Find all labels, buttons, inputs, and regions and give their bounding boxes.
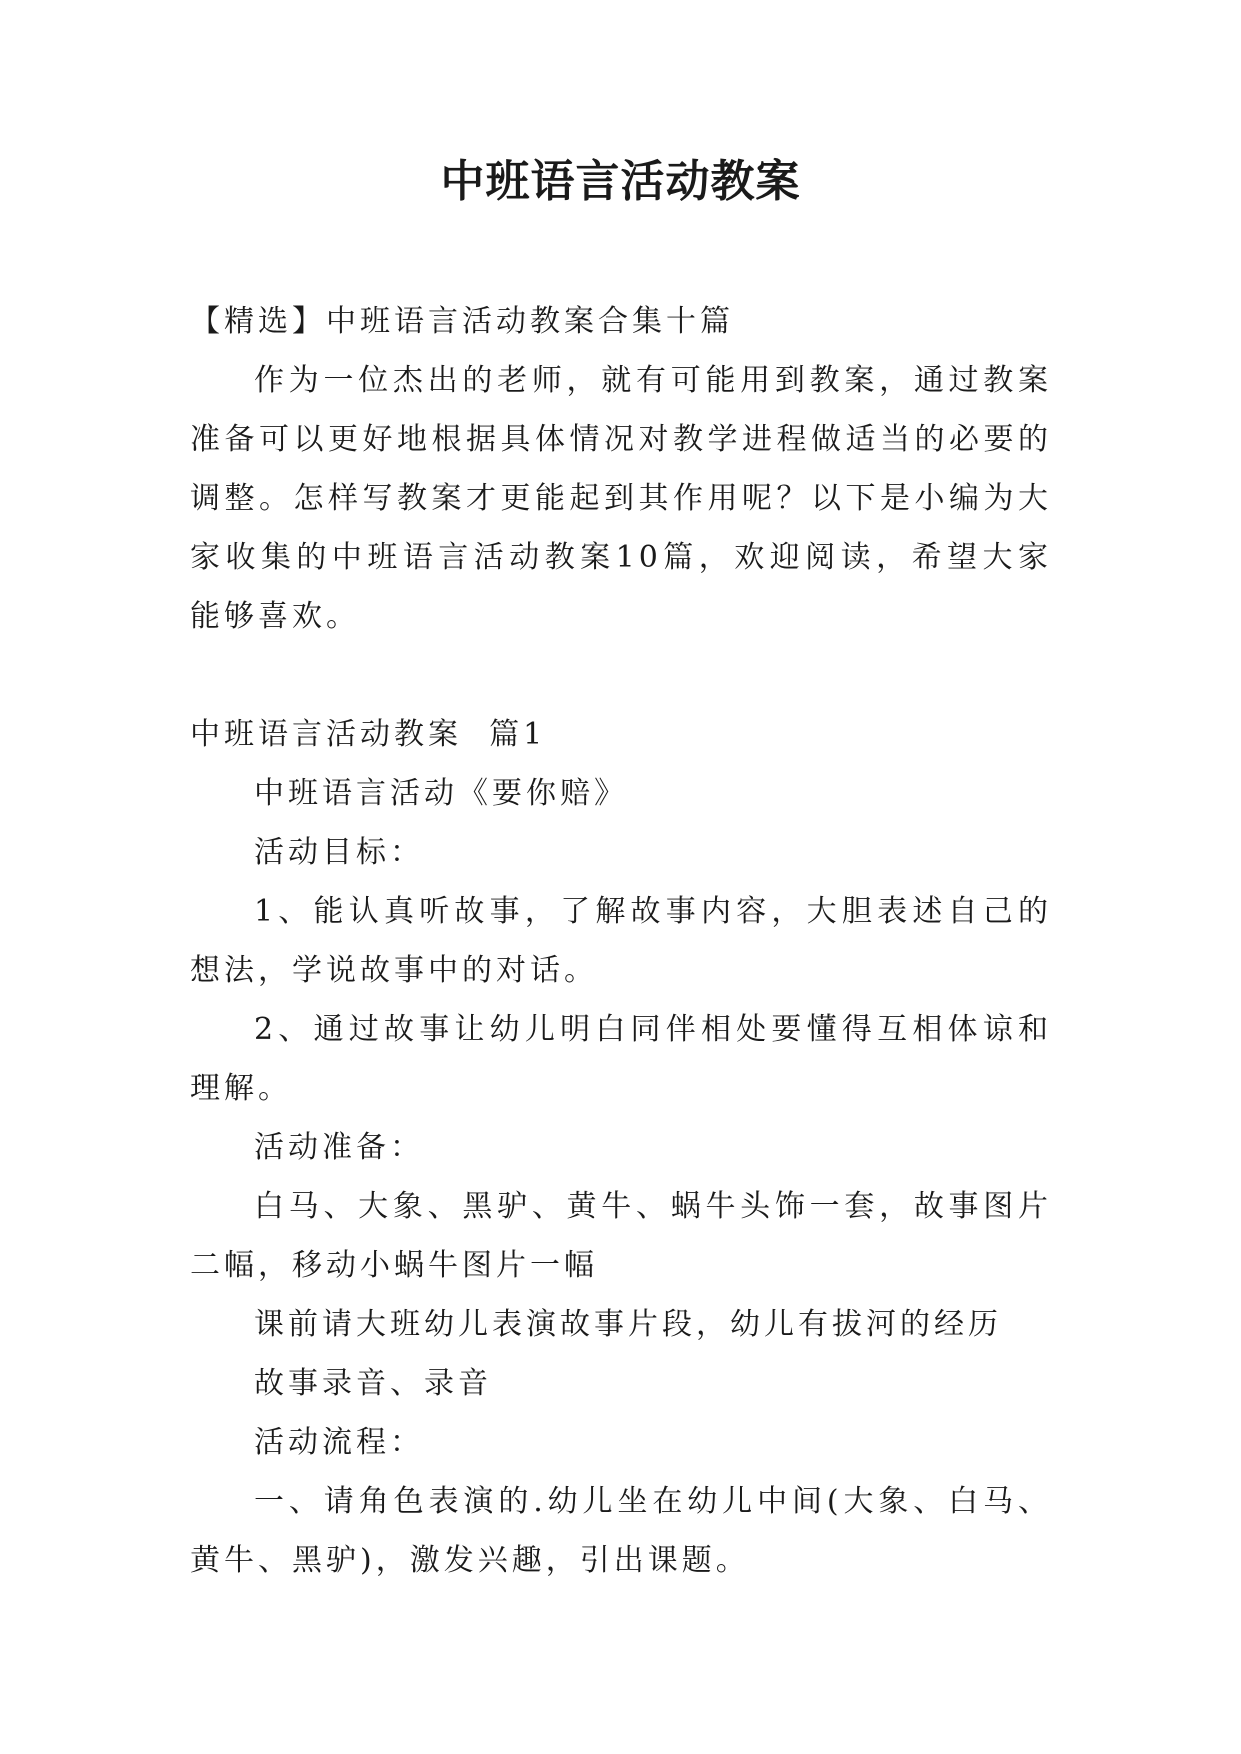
objective-item: 1、能认真听故事，了解故事内容，大胆表述自己的想法，学说故事中的对话。 xyxy=(190,894,1052,988)
collection-subtitle: 【精选】中班语言活动教案合集十篇 xyxy=(190,304,734,339)
document-body xyxy=(190,292,1052,1590)
preparation-item: 故事录音、录音 xyxy=(254,1366,492,1401)
document-title: 中班语言活动教案 xyxy=(440,156,801,207)
lesson-title: 中班语言活动《要你赔》 xyxy=(254,776,628,811)
preparation-heading: 活动准备： xyxy=(254,1130,424,1165)
objective-item: 2、通过故事让幼儿明白同伴相处要懂得互相体谅和理解。 xyxy=(190,1012,1052,1106)
section-heading: 中班语言活动教案 篇1 xyxy=(190,717,547,752)
preparation-item: 课前请大班幼儿表演故事片段，幼儿有拔河的经历 xyxy=(254,1307,1002,1342)
objectives-heading: 活动目标： xyxy=(254,835,424,870)
process-heading: 活动流程： xyxy=(254,1425,424,1460)
intro-paragraph: 作为一位杰出的老师，就有可能用到教案，通过教案准备可以更好地根据具体情况对教学进程做适当的必要的调整。怎样写教案才更能起到其作用呢？以下是小编为大家收集的中班语言活动教案10篇，欢迎阅读，希望大家能够喜欢。 xyxy=(190,363,1052,634)
process-step: 一、请角色表演的.幼儿坐在幼儿中间(大象、白马、黄牛、黑驴)，激发兴趣，引出课题。 xyxy=(190,1484,1052,1578)
preparation-item: 白马、大象、黑驴、黄牛、蜗牛头饰一套，故事图片二幅，移动小蜗牛图片一幅 xyxy=(190,1189,1052,1283)
